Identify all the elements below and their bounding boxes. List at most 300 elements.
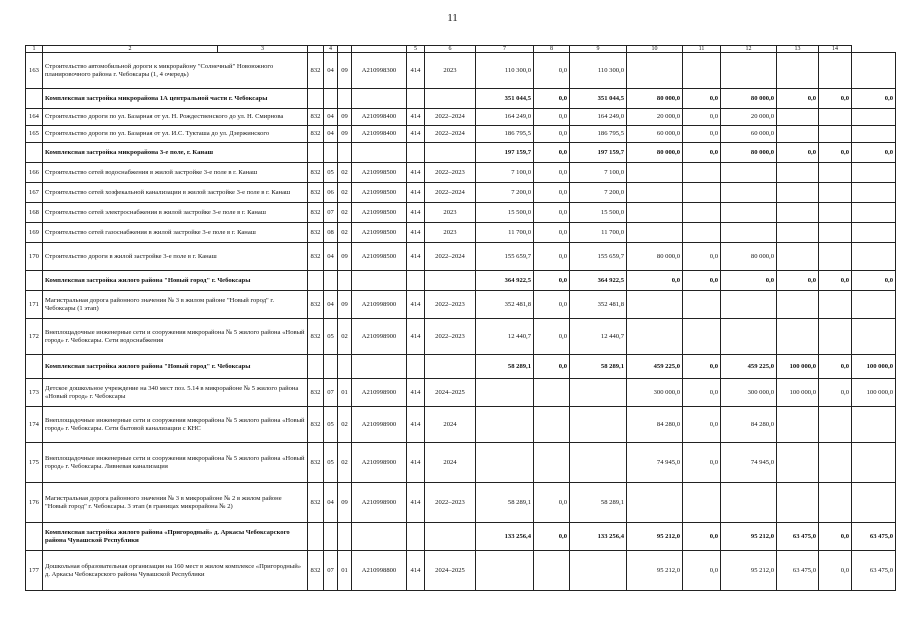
value-cell: 02	[338, 183, 352, 203]
value-cell	[777, 243, 819, 271]
value-cell: 02	[338, 203, 352, 223]
value-cell	[721, 223, 777, 243]
column-number-row	[26, 46, 896, 53]
value-cell	[338, 355, 352, 379]
value-cell: 02	[338, 319, 352, 355]
value-cell: 164 249,0	[570, 109, 627, 126]
value-cell: A210998900	[352, 379, 407, 407]
table-row	[26, 319, 896, 355]
object-name-cell: Комплексная застройка микрорайона 1А центральной части г. Чебоксары	[43, 89, 308, 109]
value-cell: 2022–2024	[425, 183, 476, 203]
object-name-cell: Строительство дороги по ул. Базарная от ул. Н. Рождественского до ул. Н. Смирнова	[43, 109, 308, 126]
value-cell: A210998900	[352, 483, 407, 523]
value-cell: 832	[308, 183, 324, 203]
table-row	[26, 126, 896, 143]
col-head: 2	[43, 46, 218, 53]
col-head	[308, 46, 324, 53]
value-cell: 2022–2024	[425, 126, 476, 143]
value-cell: 414	[407, 319, 425, 355]
col-head: 14	[819, 46, 852, 53]
value-cell: 58 289,1	[570, 355, 627, 379]
value-cell	[819, 223, 852, 243]
value-cell: 300 000,0	[721, 379, 777, 407]
row-number-cell	[26, 89, 43, 109]
value-cell: 832	[308, 203, 324, 223]
value-cell	[777, 223, 819, 243]
value-cell: 60 000,0	[627, 126, 683, 143]
value-cell: 0,0	[683, 243, 721, 271]
value-cell: 95 212,0	[721, 551, 777, 591]
value-cell: 0,0	[819, 143, 852, 163]
object-name-cell: Внеплощадочные инженерные сети и сооружения микрорайона № 5 жилого района «Новый город» г. Чебоксары. Ливневая канализация	[43, 443, 308, 483]
object-name-cell: Внеплощадочные инженерные сети и сооружения микрорайона № 5 жилого района «Новый город» г. Чебоксары. Сети бытовой канализации с КНС	[43, 407, 308, 443]
value-cell	[683, 483, 721, 523]
value-cell: 74 945,0	[627, 443, 683, 483]
value-cell: 20 000,0	[721, 109, 777, 126]
value-cell: 197 159,7	[476, 143, 534, 163]
group-row	[26, 271, 896, 291]
value-cell	[819, 183, 852, 203]
value-cell: 20 000,0	[627, 109, 683, 126]
value-cell: 2024	[425, 407, 476, 443]
value-cell: 364 922,5	[570, 271, 627, 291]
value-cell	[721, 319, 777, 355]
value-cell	[819, 203, 852, 223]
col-head: 12	[721, 46, 777, 53]
row-number-cell	[26, 355, 43, 379]
value-cell	[721, 163, 777, 183]
value-cell: 2024–2025	[425, 379, 476, 407]
value-cell: A210998900	[352, 319, 407, 355]
value-cell	[721, 483, 777, 523]
value-cell: 7 100,0	[476, 163, 534, 183]
value-cell: 0,0	[534, 53, 570, 89]
value-cell: 63 475,0	[777, 523, 819, 551]
value-cell	[534, 443, 570, 483]
value-cell: 01	[338, 379, 352, 407]
object-name-cell: Дошкольная образовательная организация на 160 мест в жилом комплексе «Пригородный» д. Аркасы Чебоксарского района Чувашской Республики	[43, 551, 308, 591]
value-cell	[852, 109, 896, 126]
value-cell	[570, 443, 627, 483]
value-cell	[852, 243, 896, 271]
value-cell: A210998500	[352, 183, 407, 203]
page-number: 11	[447, 12, 458, 24]
col-head: 5	[407, 46, 425, 53]
value-cell: 02	[338, 163, 352, 183]
value-cell: 110 300,0	[570, 53, 627, 89]
value-cell: A210998300	[352, 53, 407, 89]
value-cell	[852, 183, 896, 203]
value-cell	[352, 143, 407, 163]
table-body	[26, 53, 896, 591]
value-cell	[683, 223, 721, 243]
col-head: 6	[425, 46, 476, 53]
value-cell: 414	[407, 443, 425, 483]
col-head: 4	[324, 46, 338, 53]
value-cell: 12 440,7	[570, 319, 627, 355]
value-cell: 0,0	[819, 379, 852, 407]
col-head: 8	[534, 46, 570, 53]
value-cell: 15 500,0	[476, 203, 534, 223]
value-cell: 352 481,8	[476, 291, 534, 319]
value-cell: 832	[308, 551, 324, 591]
value-cell	[852, 223, 896, 243]
value-cell	[324, 523, 338, 551]
object-name-cell: Магистральная дорога районного значения № 3 в жилом районе "Новый город" г. Чебоксары (1 этап)	[43, 291, 308, 319]
value-cell	[476, 443, 534, 483]
object-name-cell: Комплексная застройка жилого района "Новый город" г. Чебоксары	[43, 271, 308, 291]
value-cell	[627, 223, 683, 243]
value-cell	[627, 163, 683, 183]
table-row	[26, 223, 896, 243]
group-row	[26, 355, 896, 379]
value-cell	[534, 379, 570, 407]
value-cell: 05	[324, 163, 338, 183]
value-cell	[308, 355, 324, 379]
value-cell: A210998500	[352, 203, 407, 223]
value-cell	[777, 319, 819, 355]
table-row	[26, 483, 896, 523]
value-cell: 2024	[425, 443, 476, 483]
value-cell: 95 212,0	[721, 523, 777, 551]
value-cell: 414	[407, 126, 425, 143]
value-cell	[324, 143, 338, 163]
value-cell: 04	[324, 243, 338, 271]
row-number-cell	[26, 271, 43, 291]
value-cell: 100 000,0	[777, 355, 819, 379]
value-cell: 832	[308, 53, 324, 89]
value-cell	[819, 291, 852, 319]
value-cell: A210998500	[352, 243, 407, 271]
value-cell: 12 440,7	[476, 319, 534, 355]
value-cell: 05	[324, 319, 338, 355]
value-cell	[425, 271, 476, 291]
value-cell: 0,0	[534, 163, 570, 183]
value-cell	[476, 379, 534, 407]
table-row	[26, 443, 896, 483]
value-cell: 80 000,0	[627, 89, 683, 109]
value-cell	[852, 53, 896, 89]
value-cell: 0,0	[777, 271, 819, 291]
value-cell	[852, 163, 896, 183]
value-cell: 09	[338, 291, 352, 319]
value-cell: 186 795,5	[476, 126, 534, 143]
value-cell: 09	[338, 483, 352, 523]
value-cell: A210998900	[352, 443, 407, 483]
value-cell	[852, 203, 896, 223]
value-cell	[852, 443, 896, 483]
value-cell	[308, 523, 324, 551]
value-cell: 08	[324, 223, 338, 243]
object-name-cell: Строительство дороги по ул. Базарная от ул. И.С. Тукташа до ул. Дзержинского	[43, 126, 308, 143]
value-cell: 7 100,0	[570, 163, 627, 183]
value-cell	[852, 407, 896, 443]
value-cell	[852, 483, 896, 523]
value-cell: 300 000,0	[627, 379, 683, 407]
value-cell: 414	[407, 183, 425, 203]
value-cell: 02	[338, 443, 352, 483]
value-cell	[534, 407, 570, 443]
object-name-cell: Строительство сетей электроснабжения в жилой застройке 3-е поле в г. Канаш	[43, 203, 308, 223]
value-cell	[777, 163, 819, 183]
value-cell: 0,0	[819, 271, 852, 291]
value-cell: 0,0	[534, 109, 570, 126]
value-cell: 414	[407, 243, 425, 271]
table-row	[26, 379, 896, 407]
value-cell: 832	[308, 443, 324, 483]
row-number-cell: 168	[26, 203, 43, 223]
value-cell	[627, 183, 683, 203]
value-cell: 414	[407, 53, 425, 89]
value-cell	[819, 243, 852, 271]
value-cell: 832	[308, 379, 324, 407]
col-head: 11	[683, 46, 721, 53]
group-row	[26, 89, 896, 109]
value-cell	[777, 53, 819, 89]
value-cell	[534, 551, 570, 591]
value-cell: 364 922,5	[476, 271, 534, 291]
value-cell: 7 200,0	[476, 183, 534, 203]
value-cell	[721, 183, 777, 203]
object-name-cell: Строительство сетей газоснабжения в жилой застройке 3-е поле в г. Канаш	[43, 223, 308, 243]
value-cell	[425, 523, 476, 551]
value-cell	[852, 319, 896, 355]
table-row	[26, 163, 896, 183]
col-head	[338, 46, 352, 53]
value-cell	[425, 355, 476, 379]
value-cell: 414	[407, 291, 425, 319]
value-cell: 351 044,5	[476, 89, 534, 109]
col-head: 10	[627, 46, 683, 53]
value-cell	[819, 109, 852, 126]
value-cell: 0,0	[852, 271, 896, 291]
value-cell: 0,0	[534, 89, 570, 109]
value-cell	[570, 407, 627, 443]
row-number-cell: 167	[26, 183, 43, 203]
row-number-cell	[26, 523, 43, 551]
value-cell: 832	[308, 291, 324, 319]
value-cell: 04	[324, 483, 338, 523]
value-cell: 0,0	[534, 355, 570, 379]
value-cell: 04	[324, 291, 338, 319]
value-cell: 2023	[425, 223, 476, 243]
value-cell: 80 000,0	[721, 243, 777, 271]
object-name-cell: Строительство дороги в жилой застройке 3-е поле в г. Канаш	[43, 243, 308, 271]
value-cell: 09	[338, 53, 352, 89]
table-row	[26, 243, 896, 271]
value-cell: 07	[324, 379, 338, 407]
value-cell	[683, 183, 721, 203]
value-cell: 0,0	[819, 551, 852, 591]
row-number-cell: 169	[26, 223, 43, 243]
value-cell: 2022–2024	[425, 243, 476, 271]
value-cell: 09	[338, 109, 352, 126]
value-cell: 0,0	[683, 271, 721, 291]
value-cell: 07	[324, 203, 338, 223]
value-cell: 2022–2024	[425, 109, 476, 126]
value-cell	[352, 523, 407, 551]
value-cell: 04	[324, 53, 338, 89]
value-cell	[627, 291, 683, 319]
value-cell	[683, 291, 721, 319]
value-cell	[819, 407, 852, 443]
value-cell: 74 945,0	[721, 443, 777, 483]
value-cell	[476, 551, 534, 591]
value-cell	[407, 143, 425, 163]
value-cell: 414	[407, 203, 425, 223]
value-cell: 0,0	[534, 319, 570, 355]
value-cell	[777, 483, 819, 523]
value-cell: 2023	[425, 53, 476, 89]
value-cell: A210998400	[352, 126, 407, 143]
value-cell: 63 475,0	[852, 523, 896, 551]
value-cell: 0,0	[819, 89, 852, 109]
value-cell: 80 000,0	[721, 89, 777, 109]
value-cell: 0,0	[534, 203, 570, 223]
value-cell	[407, 355, 425, 379]
col-head: 9	[570, 46, 627, 53]
table-row	[26, 203, 896, 223]
row-number-cell: 165	[26, 126, 43, 143]
value-cell: 197 159,7	[570, 143, 627, 163]
value-cell: 351 044,5	[570, 89, 627, 109]
value-cell: 414	[407, 109, 425, 126]
col-head: 1	[26, 46, 43, 53]
value-cell: 832	[308, 483, 324, 523]
table-row	[26, 183, 896, 203]
value-cell: 133 256,4	[570, 523, 627, 551]
value-cell: 832	[308, 109, 324, 126]
value-cell	[819, 53, 852, 89]
value-cell: 63 475,0	[852, 551, 896, 591]
value-cell: 0,0	[852, 89, 896, 109]
value-cell: 414	[407, 407, 425, 443]
value-cell	[627, 53, 683, 89]
value-cell	[627, 203, 683, 223]
row-number-cell: 173	[26, 379, 43, 407]
value-cell: 832	[308, 319, 324, 355]
value-cell: A210998900	[352, 291, 407, 319]
value-cell: A210998500	[352, 163, 407, 183]
value-cell: 0,0	[627, 271, 683, 291]
value-cell: 0,0	[819, 355, 852, 379]
value-cell: 0,0	[534, 223, 570, 243]
value-cell: 0,0	[777, 143, 819, 163]
value-cell	[338, 523, 352, 551]
object-name-cell: Строительство сетей водоснабжения в жилой застройке 3-е поле в г. Канаш	[43, 163, 308, 183]
value-cell: 0,0	[534, 143, 570, 163]
value-cell: 2024–2025	[425, 551, 476, 591]
row-number-cell: 163	[26, 53, 43, 89]
value-cell: 0,0	[534, 126, 570, 143]
value-cell	[819, 319, 852, 355]
col-head: 13	[777, 46, 819, 53]
value-cell: 06	[324, 183, 338, 203]
value-cell: 04	[324, 126, 338, 143]
object-name-cell: Магистральная дорога районного значения № 3 в микрорайоне № 2 в жилом районе "Новый город" г. Чебоксары. 3 этап (в границах микрорайона № 2)	[43, 483, 308, 523]
value-cell	[819, 163, 852, 183]
value-cell: 186 795,5	[570, 126, 627, 143]
value-cell: 155 659,7	[476, 243, 534, 271]
object-name-cell: Детское дошкольное учреждение на 340 мест поз. 5.14 в микрорайоне № 5 жилого района «Новый город» г. Чебоксары	[43, 379, 308, 407]
row-number-cell	[26, 143, 43, 163]
value-cell	[324, 271, 338, 291]
value-cell: 80 000,0	[721, 143, 777, 163]
value-cell	[777, 126, 819, 143]
value-cell: A210998900	[352, 407, 407, 443]
object-name-cell: Комплексная застройка жилого района "Новый город" г. Чебоксары	[43, 355, 308, 379]
value-cell: 02	[338, 407, 352, 443]
value-cell: 11 700,0	[570, 223, 627, 243]
col-head: 3	[218, 46, 308, 53]
value-cell: 414	[407, 483, 425, 523]
value-cell: 84 280,0	[721, 407, 777, 443]
value-cell: 0,0	[534, 291, 570, 319]
value-cell: 414	[407, 379, 425, 407]
value-cell: 832	[308, 163, 324, 183]
value-cell: 832	[308, 223, 324, 243]
value-cell: 352 481,8	[570, 291, 627, 319]
value-cell: 0,0	[534, 271, 570, 291]
value-cell: 0,0	[777, 89, 819, 109]
row-number-cell: 174	[26, 407, 43, 443]
row-number-cell: 172	[26, 319, 43, 355]
value-cell: 09	[338, 126, 352, 143]
value-cell: 63 475,0	[777, 551, 819, 591]
value-cell	[683, 319, 721, 355]
value-cell: 0,0	[721, 271, 777, 291]
value-cell: 02	[338, 223, 352, 243]
row-number-cell: 164	[26, 109, 43, 126]
col-head: 7	[476, 46, 534, 53]
value-cell: 80 000,0	[627, 143, 683, 163]
row-number-cell: 175	[26, 443, 43, 483]
table-row	[26, 291, 896, 319]
value-cell: 0,0	[683, 379, 721, 407]
value-cell	[570, 379, 627, 407]
value-cell	[777, 407, 819, 443]
value-cell: 110 300,0	[476, 53, 534, 89]
value-cell: 80 000,0	[627, 243, 683, 271]
value-cell: 155 659,7	[570, 243, 627, 271]
value-cell: 58 289,1	[570, 483, 627, 523]
value-cell: 05	[324, 407, 338, 443]
value-cell: 133 256,4	[476, 523, 534, 551]
value-cell: 05	[324, 443, 338, 483]
object-name-cell: Строительство сетей хозфекальной канализации в жилой застройке 3-е поле в г. Канаш	[43, 183, 308, 203]
value-cell: 0,0	[683, 126, 721, 143]
value-cell: 95 212,0	[627, 523, 683, 551]
value-cell	[721, 203, 777, 223]
value-cell: 04	[324, 109, 338, 126]
value-cell	[777, 291, 819, 319]
group-row	[26, 143, 896, 163]
table-row	[26, 407, 896, 443]
value-cell: 0,0	[683, 551, 721, 591]
object-name-cell: Комплексная застройка микрорайона 3-е поле, г. Канаш	[43, 143, 308, 163]
value-cell: 0,0	[534, 183, 570, 203]
value-cell	[627, 319, 683, 355]
table-row	[26, 53, 896, 89]
value-cell	[683, 163, 721, 183]
value-cell: 60 000,0	[721, 126, 777, 143]
value-cell	[308, 271, 324, 291]
value-cell	[476, 407, 534, 443]
value-cell: 414	[407, 551, 425, 591]
value-cell: 0,0	[534, 523, 570, 551]
value-cell	[338, 89, 352, 109]
value-cell	[683, 53, 721, 89]
